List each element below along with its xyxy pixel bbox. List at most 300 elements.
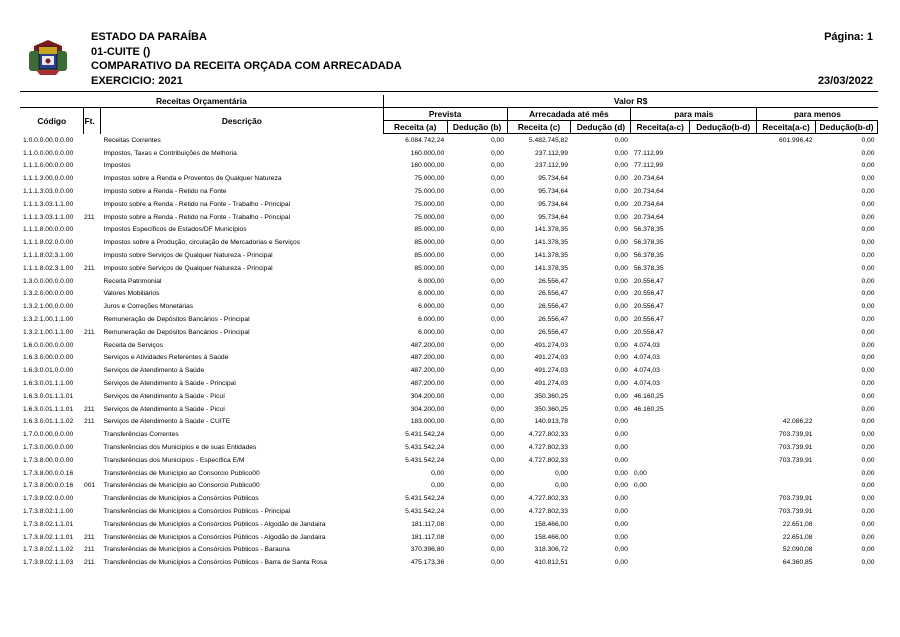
cell-deducao-d: 0,00	[614, 290, 628, 298]
cell-ft	[84, 339, 101, 352]
cell-receita-a: 6.000,00	[418, 277, 445, 285]
cell-mais-receita: 4.074,03	[633, 380, 660, 388]
cell-mais-receita: 56.378,35	[633, 264, 664, 272]
cell-code: 1.6.3.0.01.1.1.01	[23, 405, 74, 413]
cell-deducao-b: 0,00	[490, 341, 505, 349]
cell-menos-receita	[757, 390, 816, 403]
cell-mais-receita	[631, 416, 690, 429]
cell-receita-c: 491.274,03	[534, 380, 568, 388]
cell-deducao-b: 0,00	[490, 188, 505, 196]
cell-menos-receita	[757, 288, 816, 301]
table-row	[20, 364, 878, 377]
table-row	[20, 172, 878, 185]
cell-mais-deducao	[690, 505, 757, 518]
cell-description: Serviços de Atendimento à Saúde - CUITE	[103, 418, 231, 426]
cell-ft	[84, 198, 101, 211]
table-row	[20, 160, 878, 173]
cell-deducao-d: 0,00	[614, 149, 628, 157]
table-row	[20, 339, 878, 352]
cell-mais-receita: 4.074,03	[633, 367, 660, 375]
table-row	[20, 262, 878, 275]
cell-receita-c: 141.378,35	[534, 264, 568, 272]
cell-menos-receita: 703.739,91	[779, 508, 813, 515]
sub-deducao-bd-mais: Dedução(b-d)	[690, 121, 757, 134]
cell-ft	[84, 505, 101, 518]
cell-menos-receita	[757, 262, 816, 275]
cell-mais-receita: 56.378,35	[633, 226, 664, 234]
cell-deducao-b: 0,00	[490, 239, 505, 247]
cell-description: Transferências de Municípios a Consórcios Públicos - Algodão de Jandaira	[103, 520, 326, 528]
cell-deducao-b: 0,00	[490, 405, 505, 413]
cell-receita-a: 75.000,00	[414, 175, 445, 183]
table-row	[20, 505, 878, 518]
cell-menos-deducao: 0,00	[861, 456, 875, 464]
sub-receita-ac-menos: Receita(a-c)	[757, 121, 816, 134]
cell-code: 1.7.3.8.02.0.0.00	[23, 495, 74, 503]
cell-receita-a: 5.431.542,24	[405, 456, 445, 464]
cell-mais-deducao	[690, 339, 757, 352]
cell-mais-receita: 0,00	[633, 469, 647, 477]
cell-receita-a: 487.200,00	[410, 354, 445, 362]
cell-mais-deducao	[690, 262, 757, 275]
cell-menos-deducao: 0,00	[861, 200, 875, 208]
table-row	[20, 441, 878, 454]
cell-mais-receita: 46.160,25	[633, 405, 664, 413]
cell-menos-receita	[757, 236, 816, 249]
cell-deducao-d: 0,00	[614, 444, 628, 452]
cell-description: Serviços de Atendimento à Saúde	[103, 367, 205, 375]
cell-menos-deducao: 0,00	[861, 162, 875, 170]
cell-receita-c: 26.556,47	[538, 328, 568, 336]
cell-deducao-d: 0,00	[614, 188, 628, 196]
cell-mais-deducao	[690, 172, 757, 185]
table-row	[20, 134, 878, 147]
cell-receita-c: 26.556,47	[538, 316, 568, 324]
cell-deducao-b: 0,00	[490, 495, 505, 503]
cell-receita-a: 6.000,00	[418, 316, 445, 324]
group-para-mais: para mais	[631, 108, 757, 121]
cell-mais-receita: 20.556,47	[633, 277, 664, 285]
cell-description: Receitas Correntes	[103, 136, 161, 144]
cell-menos-deducao: 0,00	[861, 418, 875, 426]
cell-description: Remuneração de Depósitos Bancários - Principal	[103, 316, 250, 324]
cell-mais-deducao	[690, 441, 757, 454]
cell-receita-a: 75.000,00	[414, 213, 445, 221]
cell-mais-receita	[631, 556, 690, 569]
cell-receita-a: 75.000,00	[414, 200, 445, 208]
cell-ft: 001	[83, 482, 96, 490]
cell-ft	[84, 288, 101, 301]
cell-code: 1.6.3.0.01.0.0.00	[23, 367, 74, 375]
cell-ft	[84, 185, 101, 198]
cell-ft	[84, 377, 101, 390]
sub-receita-a: Receita (a)	[383, 121, 447, 134]
cell-menos-receita	[757, 147, 816, 160]
cell-deducao-b: 0,00	[490, 226, 505, 234]
cell-description: Imposto sobre a Renda - Retido na Fonte - Trabalho - Principal	[103, 200, 291, 208]
cell-mais-receita	[631, 492, 690, 505]
cell-receita-c: 491.274,03	[534, 341, 568, 349]
cell-mais-receita	[631, 441, 690, 454]
revenue-table	[20, 95, 878, 569]
cell-menos-deducao: 0,00	[861, 239, 875, 247]
cell-deducao-d: 0,00	[614, 405, 628, 413]
cell-code: 1.7.0.0.00.0.0.00	[23, 431, 74, 439]
cell-deducao-d: 0,00	[614, 392, 628, 400]
cell-deducao-b: 0,00	[490, 508, 505, 515]
cell-receita-a: 160.000,00	[410, 149, 445, 157]
cell-receita-c: 95.734,64	[538, 200, 568, 208]
cell-code: 1.1.1.3.03.1.1.00	[23, 213, 74, 221]
cell-deducao-d: 0,00	[614, 252, 628, 260]
col-descricao-header: Descrição	[100, 108, 383, 134]
table-row	[20, 467, 878, 480]
cell-code: 1.3.0.0.00.0.0.00	[23, 277, 74, 285]
cell-receita-c: 350.360,25	[534, 392, 568, 400]
table-row	[20, 147, 878, 160]
cell-code: 1.1.1.0.00.0.0.00	[23, 162, 74, 170]
table-row	[20, 403, 878, 416]
cell-receita-c: 491.274,03	[534, 367, 568, 375]
cell-receita-c: 95.734,64	[538, 213, 568, 221]
cell-ft: 211	[83, 418, 95, 426]
table-row	[20, 224, 878, 237]
cell-deducao-d: 0,00	[614, 418, 628, 426]
cell-ft: 211	[83, 405, 95, 413]
cell-code: 1.7.3.0.00.0.0.00	[23, 444, 74, 452]
cell-ft	[84, 364, 101, 377]
cell-menos-receita: 703.739,91	[779, 431, 813, 439]
cell-deducao-d: 0,00	[614, 264, 628, 272]
cell-menos-receita	[757, 480, 816, 493]
cell-deducao-b: 0,00	[490, 175, 505, 183]
cell-mais-receita: 20.556,47	[633, 328, 664, 336]
cell-mais-receita	[631, 505, 690, 518]
cell-receita-c: 4.727.802,33	[528, 508, 568, 515]
cell-menos-receita	[757, 467, 816, 480]
table-row	[20, 390, 878, 403]
cell-receita-a: 6.000,00	[418, 290, 445, 298]
cell-ft	[84, 249, 101, 262]
cell-receita-a: 6.000,00	[418, 328, 445, 336]
table-row	[20, 428, 878, 441]
cell-mais-deducao	[690, 480, 757, 493]
cell-description: Receita Patrimonial	[103, 277, 162, 285]
cell-deducao-d: 0,00	[614, 520, 628, 528]
cell-deducao-b: 0,00	[490, 392, 505, 400]
cell-deducao-d: 0,00	[614, 226, 628, 234]
cell-deducao-b: 0,00	[490, 213, 505, 221]
state-name: ESTADO DA PARAÍBA	[91, 31, 207, 43]
cell-deducao-d: 0,00	[614, 162, 628, 170]
cell-ft	[84, 390, 101, 403]
cell-mais-deducao	[690, 185, 757, 198]
sub-receita-c: Receita (c)	[507, 121, 571, 134]
cell-receita-c: 26.556,47	[538, 277, 568, 285]
cell-menos-deducao: 0,00	[861, 520, 875, 528]
cell-code: 1.6.3.0.01.1.1.01	[23, 392, 74, 400]
cell-mais-deducao	[690, 518, 757, 531]
table-row	[20, 416, 878, 429]
cell-receita-c: 0,00	[554, 482, 568, 490]
cell-receita-a: 6.000,00	[418, 303, 445, 311]
cell-ft: 211	[83, 546, 95, 554]
cell-ft	[84, 300, 101, 313]
cell-code: 1.3.2.1.00.1.1.00	[23, 316, 74, 324]
cell-receita-c: 318.306,72	[534, 546, 568, 554]
cell-mais-receita: 20.734,64	[633, 213, 664, 221]
cell-menos-deducao: 0,00	[861, 405, 875, 413]
cell-deducao-d: 0,00	[614, 136, 628, 144]
cell-receita-a: 475.173,36	[410, 559, 445, 567]
cell-menos-receita	[757, 403, 816, 416]
cell-mais-deducao	[690, 326, 757, 339]
table-body	[20, 134, 878, 570]
table-row	[20, 288, 878, 301]
cell-code: 1.1.1.8.02.3.1.00	[23, 252, 74, 260]
cell-description: Imposto sobre Serviços de Qualquer Natureza - Principal	[103, 264, 273, 272]
cell-deducao-b: 0,00	[490, 354, 505, 362]
cell-mais-receita: 4.074,03	[633, 341, 660, 349]
cell-menos-receita	[757, 326, 816, 339]
cell-code: 1.7.3.8.00.0.0.16	[23, 469, 74, 477]
cell-receita-a: 75.000,00	[414, 188, 445, 196]
cell-menos-deducao: 0,00	[861, 316, 875, 324]
cell-receita-a: 5.431.542,24	[405, 431, 445, 439]
cell-code: 1.6.3.0.01.1.1.00	[23, 380, 74, 388]
cell-menos-receita	[757, 185, 816, 198]
cell-receita-a: 5.431.542,24	[405, 508, 445, 515]
table-row	[20, 185, 878, 198]
cell-ft	[84, 275, 101, 288]
cell-menos-deducao: 0,00	[861, 341, 875, 349]
table-row	[20, 480, 878, 493]
cell-receita-a: 0,00	[431, 482, 445, 490]
sub-deducao-b: Dedução (b)	[447, 121, 507, 134]
group-arrecadada: Arrecadada até mês	[507, 108, 631, 121]
cell-mais-receita: 20.734,64	[633, 200, 664, 208]
table-row	[20, 377, 878, 390]
cell-menos-deducao: 0,00	[861, 277, 875, 285]
cell-deducao-d: 0,00	[614, 316, 628, 324]
cell-menos-receita	[757, 249, 816, 262]
cell-description: Transferências de Município ao Consorcio Publico00	[103, 482, 260, 490]
table-row	[20, 211, 878, 224]
cell-deducao-b: 0,00	[490, 380, 505, 388]
cell-receita-a: 181.117,08	[411, 533, 445, 541]
cell-mais-deducao	[690, 416, 757, 429]
cell-receita-c: 0,00	[554, 469, 568, 477]
cell-menos-receita: 703.739,91	[779, 456, 813, 464]
cell-mais-deducao	[690, 147, 757, 160]
cell-receita-c: 4.727.802,33	[528, 495, 568, 503]
cell-ft	[84, 352, 101, 365]
cell-code: 1.7.3.8.02.1.1.00	[23, 508, 74, 515]
cell-description: Serviços e Atividades Referentes à Saúde	[103, 354, 229, 362]
cell-ft	[84, 313, 101, 326]
cell-description: Impostos Específicos de Estados/DF Municípios	[103, 226, 247, 234]
cell-mais-receita	[631, 454, 690, 467]
cell-receita-c: 158.466,00	[534, 533, 568, 541]
cell-code: 1.1.1.3.00.0.0.00	[23, 175, 74, 183]
cell-ft	[84, 428, 101, 441]
cell-menos-receita: 42.086,22	[782, 418, 813, 426]
cell-menos-receita	[757, 313, 816, 326]
sub-receita-ac-mais: Receita(a-c)	[631, 121, 690, 134]
cell-mais-receita	[631, 134, 690, 147]
cell-receita-a: 160.000,00	[410, 162, 445, 170]
table-row	[20, 352, 878, 365]
cell-description: Receita de Serviços	[103, 341, 163, 349]
table-row	[20, 556, 878, 569]
cell-receita-a: 487.200,00	[410, 341, 445, 349]
table-row	[20, 275, 878, 288]
cell-code: 1.7.3.8.02.1.1.03	[23, 559, 74, 567]
cell-menos-deducao: 0,00	[861, 213, 875, 221]
cell-ft	[84, 160, 101, 173]
cell-deducao-d: 0,00	[614, 482, 628, 490]
cell-menos-deducao: 0,00	[861, 175, 875, 183]
cell-deducao-d: 0,00	[614, 367, 628, 375]
table-row	[20, 236, 878, 249]
cell-mais-deducao	[690, 544, 757, 557]
cell-menos-receita: 601.996,42	[779, 136, 813, 144]
cell-deducao-b: 0,00	[490, 162, 505, 170]
cell-receita-c: 410.812,51	[534, 559, 568, 567]
cell-deducao-b: 0,00	[490, 264, 505, 272]
table-row	[20, 531, 878, 544]
cell-deducao-b: 0,00	[490, 533, 505, 541]
cell-receita-a: 85.000,00	[414, 252, 445, 260]
cell-receita-a: 183.000,00	[410, 418, 445, 426]
cell-deducao-d: 0,00	[614, 495, 628, 503]
cell-mais-deducao	[690, 377, 757, 390]
table-row	[20, 518, 878, 531]
cell-receita-a: 487.200,00	[410, 380, 445, 388]
cell-description: Transferências de Municípios a Consórcios Públicos - Barauna	[103, 546, 290, 554]
cell-description: Transferências de Municípios a Consórcios Públicos - Algodão de Jandaira	[103, 533, 326, 541]
cell-menos-receita: 703.739,91	[779, 495, 813, 503]
cell-deducao-b: 0,00	[490, 252, 505, 260]
cell-deducao-d: 0,00	[614, 559, 628, 567]
cell-mais-receita	[631, 518, 690, 531]
cell-deducao-b: 0,00	[490, 328, 505, 336]
cell-description: Remuneração de Depósitos Bancários - Principal	[103, 328, 250, 336]
cell-deducao-d: 0,00	[614, 328, 628, 336]
cell-deducao-d: 0,00	[614, 303, 628, 311]
cell-description: Transferências Correntes	[103, 431, 179, 439]
cell-menos-receita	[757, 275, 816, 288]
cell-menos-receita	[757, 364, 816, 377]
exercise-year: EXERCICIO: 2021	[91, 75, 183, 87]
cell-mais-deducao	[690, 134, 757, 147]
cell-ft	[84, 492, 101, 505]
cell-ft	[84, 224, 101, 237]
cell-deducao-b: 0,00	[490, 290, 505, 298]
cell-code: 1.3.2.1.00.1.1.00	[23, 328, 74, 336]
table-row	[20, 198, 878, 211]
cell-menos-receita	[757, 198, 816, 211]
cell-ft: 211	[83, 213, 95, 221]
cell-code: 1.1.0.0.00.0.0.00	[23, 149, 74, 157]
table-row	[20, 544, 878, 557]
cell-receita-c: 4.727.802,33	[528, 444, 568, 452]
cell-description: Imposto sobre a Renda - Retido na Fonte - Trabalho - Principal	[103, 213, 291, 221]
cell-description: Imposto sobre Serviços de Qualquer Natureza - Principal	[103, 252, 273, 260]
cell-receita-c: 140.913,78	[534, 418, 568, 426]
cell-description: Transferências dos Municípios - Específica E/M	[103, 456, 245, 464]
cell-deducao-d: 0,00	[614, 354, 628, 362]
cell-menos-receita: 22.651,08	[782, 533, 813, 541]
cell-deducao-b: 0,00	[490, 418, 505, 426]
cell-mais-receita: 20.556,47	[633, 290, 664, 298]
cell-mais-receita: 46.160,25	[633, 392, 664, 400]
cell-description: Serviços de Atendimento à Saúde - Picuí	[103, 392, 226, 400]
cell-receita-c: 141.378,35	[534, 226, 568, 234]
cell-deducao-d: 0,00	[614, 175, 628, 183]
cell-menos-receita	[757, 300, 816, 313]
cell-receita-c: 158.466,00	[534, 520, 568, 528]
cell-mais-deducao	[690, 352, 757, 365]
cell-menos-deducao: 0,00	[861, 149, 875, 157]
cell-menos-deducao: 0,00	[861, 188, 875, 196]
cell-menos-receita	[757, 172, 816, 185]
cell-code: 1.6.3.0.01.1.1.02	[23, 418, 74, 426]
cell-receita-a: 0,00	[431, 469, 445, 477]
cell-deducao-d: 0,00	[614, 533, 628, 541]
cell-mais-deducao	[690, 236, 757, 249]
cell-receita-c: 491.274,03	[534, 354, 568, 362]
cell-mais-deducao	[690, 428, 757, 441]
cell-menos-deducao: 0,00	[861, 226, 875, 234]
cell-code: 1.7.3.8.02.1.1.01	[23, 520, 74, 528]
header-divider	[20, 91, 878, 92]
cell-mais-receita: 20.734,64	[633, 188, 664, 196]
col-codigo-header: Código	[20, 108, 84, 134]
cell-mais-deducao	[690, 198, 757, 211]
cell-menos-deducao: 0,00	[861, 495, 875, 503]
cell-mais-deducao	[690, 224, 757, 237]
cell-deducao-d: 0,00	[614, 380, 628, 388]
cell-code: 1.6.0.0.00.0.0.00	[23, 341, 74, 349]
group-prevista: Prevista	[383, 108, 507, 121]
col-ft-header: Ft.	[84, 108, 101, 134]
cell-receita-c: 5.482.745,82	[528, 136, 568, 144]
cell-receita-a: 85.000,00	[414, 264, 445, 272]
cell-mais-deducao	[690, 249, 757, 262]
cell-description: Juros e Correções Monetárias	[103, 303, 194, 311]
table-row	[20, 454, 878, 467]
table-row	[20, 326, 878, 339]
cell-deducao-b: 0,00	[490, 546, 505, 554]
cell-receita-c: 4.727.802,33	[528, 431, 568, 439]
cell-receita-a: 5.431.542,24	[405, 444, 445, 452]
cell-receita-c: 4.727.802,33	[528, 456, 568, 464]
cell-code: 1.1.1.8.02.0.0.00	[23, 239, 74, 247]
cell-deducao-b: 0,00	[490, 559, 505, 567]
cell-description: Serviços de Atendimento à Saúde - Picuí	[103, 405, 226, 413]
cell-code: 1.7.3.8.02.1.1.01	[23, 533, 74, 541]
cell-mais-deducao	[690, 160, 757, 173]
cell-mais-deducao	[690, 300, 757, 313]
cell-mais-deducao	[690, 275, 757, 288]
cell-deducao-b: 0,00	[490, 316, 505, 324]
table-row	[20, 492, 878, 505]
cell-menos-receita: 703.739,91	[779, 444, 813, 452]
cell-code: 1.3.2.0.00.0.0.00	[23, 290, 74, 298]
cell-deducao-d: 0,00	[614, 469, 628, 477]
table-row	[20, 249, 878, 262]
